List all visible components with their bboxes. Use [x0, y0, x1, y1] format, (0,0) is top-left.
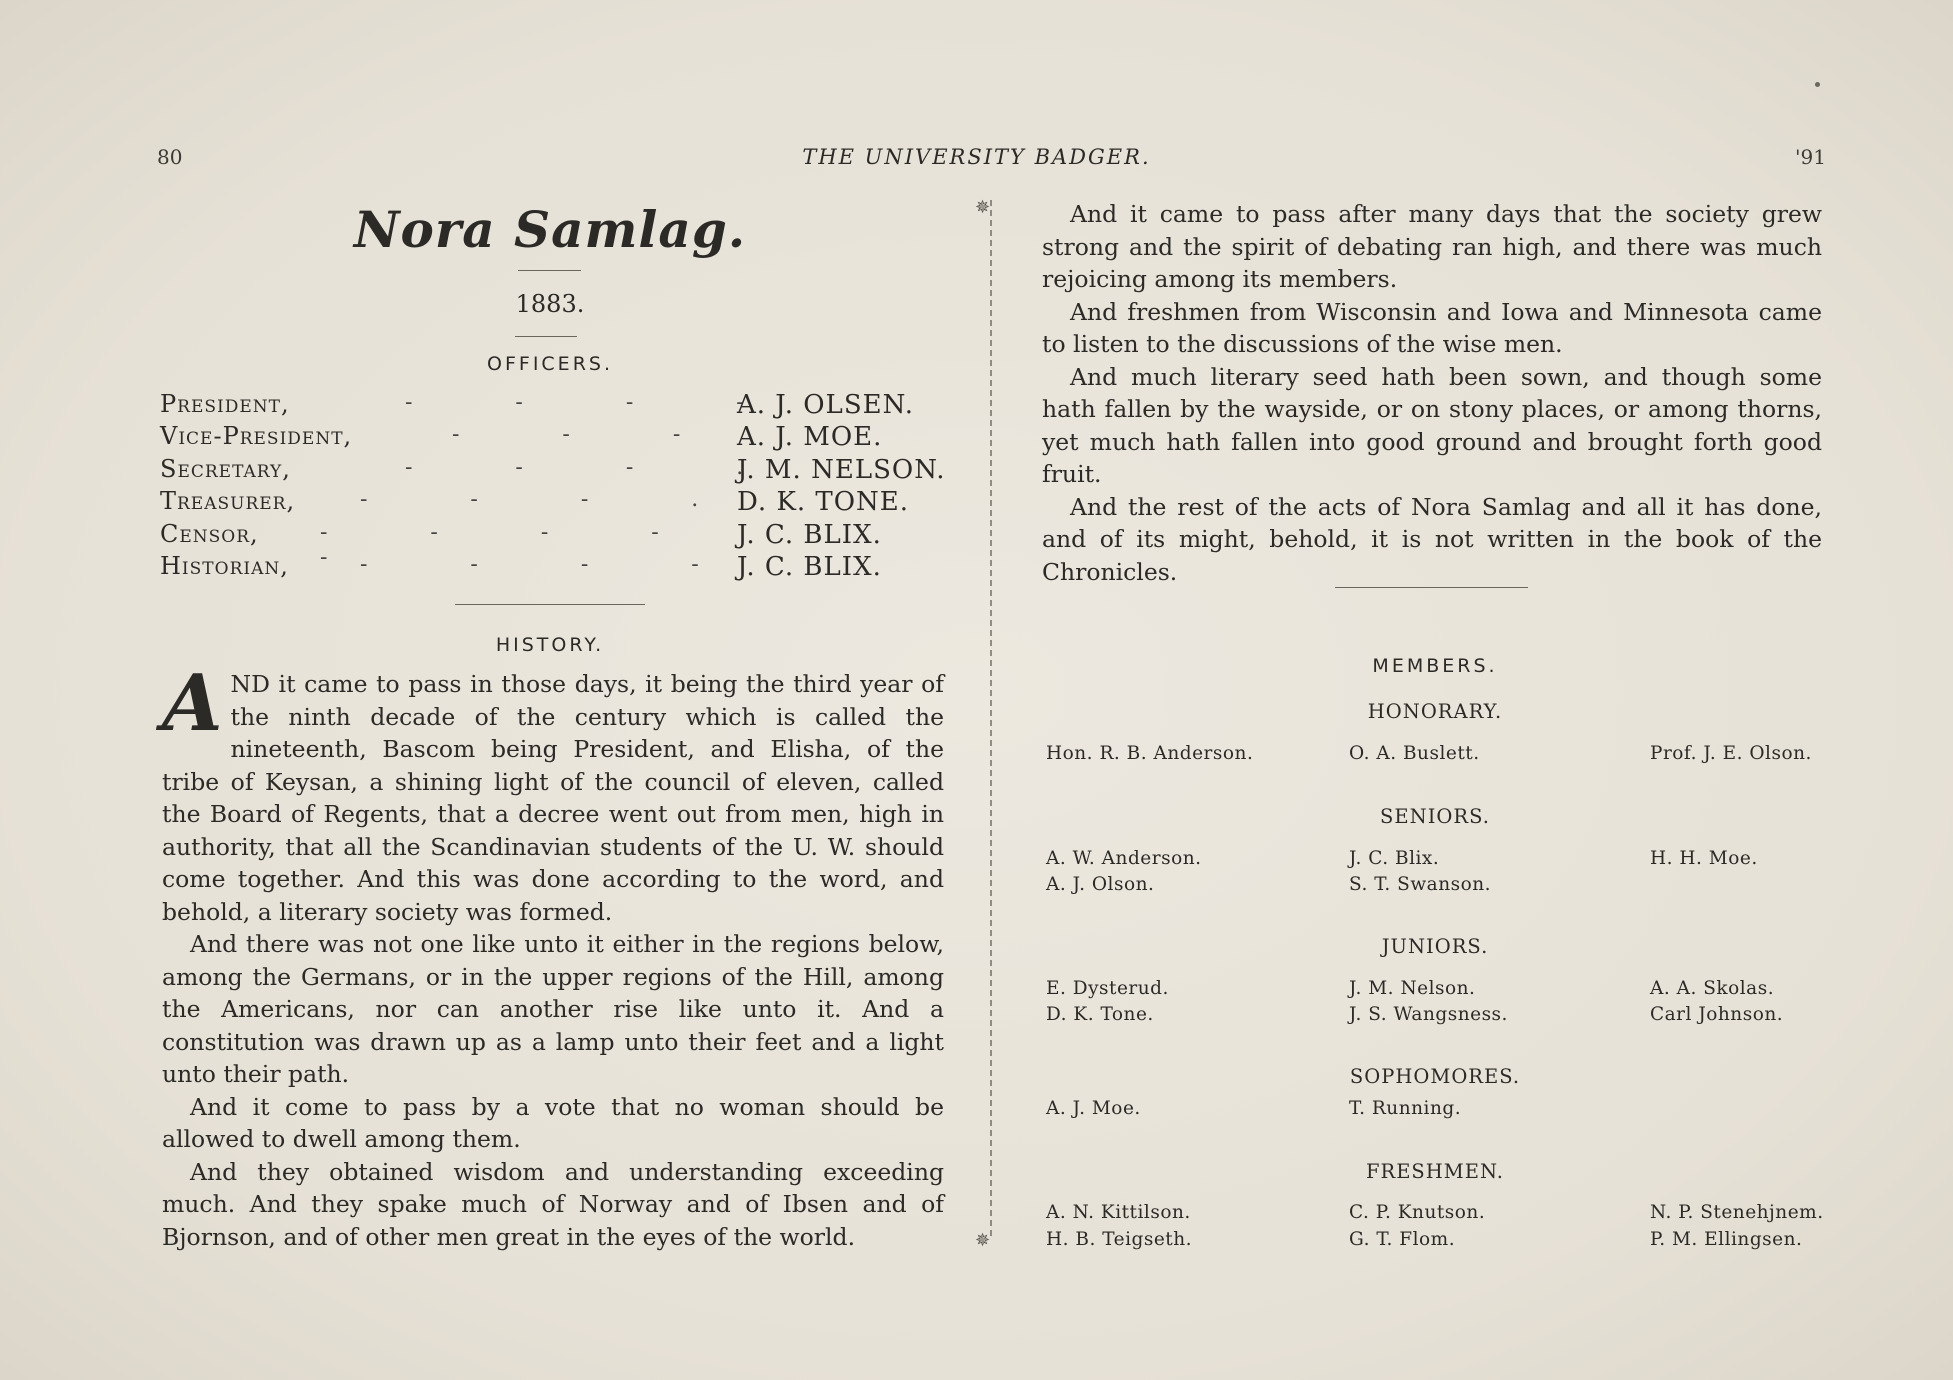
leader-dots: - - - . — [360, 487, 747, 512]
member-name: Carl Johnson. — [1650, 1004, 1784, 1025]
history-paragraph: And there was not one like unto it either in the regions below, among the Germans, or in the upper regions of the Hill, among the Americans, nor can another rise like unto it. And a constitution was drawn up as a lamp unto their feet and a light unto their path. — [162, 930, 944, 1088]
founding-year: 1883. — [515, 290, 585, 318]
flourish-top-icon: ✵ — [975, 197, 991, 218]
member-name: A. A. Skolas. — [1650, 978, 1775, 999]
officer-title: Vice-President, — [160, 422, 353, 450]
officer-row — [160, 552, 950, 584]
leader-dots: - - - . — [405, 455, 792, 480]
officer-row — [160, 455, 950, 487]
member-category: SOPHOMORES. — [1349, 1065, 1521, 1088]
history-left-column — [162, 658, 944, 1253]
member-name: A. J. Moe. — [1046, 1098, 1141, 1119]
member-name: A. W. Anderson. — [1046, 848, 1202, 869]
paragraph-text: ND it came to pass in those days, it being the third year of the ninth decade of the century which is called the nineteenth, Bascom being President, and Elisha, of the tribe of Keysan, a shining light of the council of eleven, called the Board of Regents, that a decree went out from men, high in authority, that all the Scandinavian students of the U. W. should come together. And this was done according to the word, and behold, a literary society was formed. — [162, 670, 944, 926]
member-name: A. J. Olson. — [1046, 874, 1155, 895]
member-name: C. P. Knutson. — [1349, 1202, 1486, 1223]
title-rule — [518, 270, 581, 271]
member-name: S. T. Swanson. — [1349, 874, 1492, 895]
history-paragraph — [162, 658, 944, 928]
member-name: T. Running. — [1349, 1098, 1462, 1119]
officer-name: J. M. NELSON. — [737, 455, 946, 485]
paper-speck — [1815, 82, 1820, 87]
officer-title: Treasurer, — [160, 487, 296, 515]
history-paragraph: And much literary seed hath been sown, and though some hath fallen by the wayside, or on stony places, or among thorns, yet much hath fallen into good ground and brought forth good fruit. — [1042, 362, 1822, 488]
officer-name: J. C. BLIX. — [737, 520, 882, 550]
article-title: Nora Samlag. — [353, 200, 747, 259]
member-name: J. S. Wangsness. — [1349, 1004, 1508, 1025]
member-category: JUNIORS. — [1381, 935, 1489, 958]
officers-rule — [455, 604, 645, 605]
member-category: HONORARY. — [1367, 700, 1503, 723]
member-name: Prof. J. E. Olson. — [1650, 743, 1812, 764]
member-name: J. M. Nelson. — [1349, 978, 1476, 999]
officer-row — [160, 390, 950, 422]
leader-dots: - - - - — [405, 390, 792, 415]
member-name: D. K. Tone. — [1046, 1004, 1154, 1025]
history-paragraph: And they obtained wisdom and understanding exceeding much. And they spake much of Norway and of Ibsen and of Bjornson, and of other men great in the eyes of the world. — [162, 1157, 944, 1251]
history-heading: HISTORY. — [495, 634, 605, 656]
history-paragraph: And the rest of the acts of Nora Samlag and all it has done, and of its might, behold, it is not written in the book of the Chronicles. — [1042, 492, 1822, 586]
member-name: E. Dysterud. — [1046, 978, 1169, 999]
leader-dots: - - - - - — [320, 520, 707, 570]
officer-name: A. J. OLSEN. — [737, 390, 914, 420]
member-name: A. N. Kittilson. — [1046, 1202, 1191, 1223]
officer-name: A. J. MOE. — [737, 422, 883, 452]
flourish-bottom-icon: ✵ — [975, 1230, 991, 1251]
officer-name: J. C. BLIX. — [737, 552, 882, 582]
history-right-column — [1042, 198, 1822, 588]
history-paragraph: And freshmen from Wisconsin and Iowa and Minnesota came to listen to the discussions of the wise men. — [1042, 297, 1822, 358]
volume-mark: '91 — [1795, 145, 1826, 169]
officer-name: D. K. TONE. — [737, 487, 910, 517]
column-divider-ornament — [985, 200, 997, 1240]
officer-title: Censor, — [160, 520, 259, 548]
page-number: 80 — [157, 145, 183, 169]
members-heading: MEMBERS. — [1372, 655, 1498, 677]
officer-title: Secretary, — [160, 455, 291, 483]
officers-heading: OFFICERS. — [487, 353, 613, 375]
members-rule — [1335, 587, 1528, 588]
officer-title: President, — [160, 390, 290, 418]
member-name: H. H. Moe. — [1650, 848, 1758, 869]
officer-row — [160, 487, 950, 519]
history-paragraph: And it come to pass by a vote that no woman should be allowed to dwell among them. — [162, 1092, 944, 1153]
member-name: O. A. Buslett. — [1349, 743, 1480, 764]
year-rule — [515, 336, 577, 337]
member-category: SENIORS. — [1380, 805, 1490, 828]
member-name: G. T. Flom. — [1349, 1229, 1456, 1250]
member-name: J. C. Blix. — [1349, 848, 1440, 869]
running-title: THE UNIVERSITY BADGER. — [802, 145, 1151, 169]
member-name: H. B. Teigseth. — [1046, 1229, 1193, 1250]
drop-cap: A — [162, 658, 223, 749]
leader-dots: - - - — [452, 422, 729, 447]
member-name: Hon. R. B. Anderson. — [1046, 743, 1254, 764]
officer-row — [160, 422, 950, 454]
history-paragraph: And it came to pass after many days that the society grew strong and the spirit of debating ran high, and there was much rejoicing among its members. — [1042, 200, 1822, 293]
leader-dots: - - - - — [360, 552, 747, 577]
member-name: N. P. Stenehjnem. — [1650, 1202, 1824, 1223]
member-name: P. M. Ellingsen. — [1650, 1229, 1803, 1250]
member-category: FRESHMEN. — [1365, 1160, 1505, 1183]
officer-title: Historian, — [160, 552, 289, 580]
